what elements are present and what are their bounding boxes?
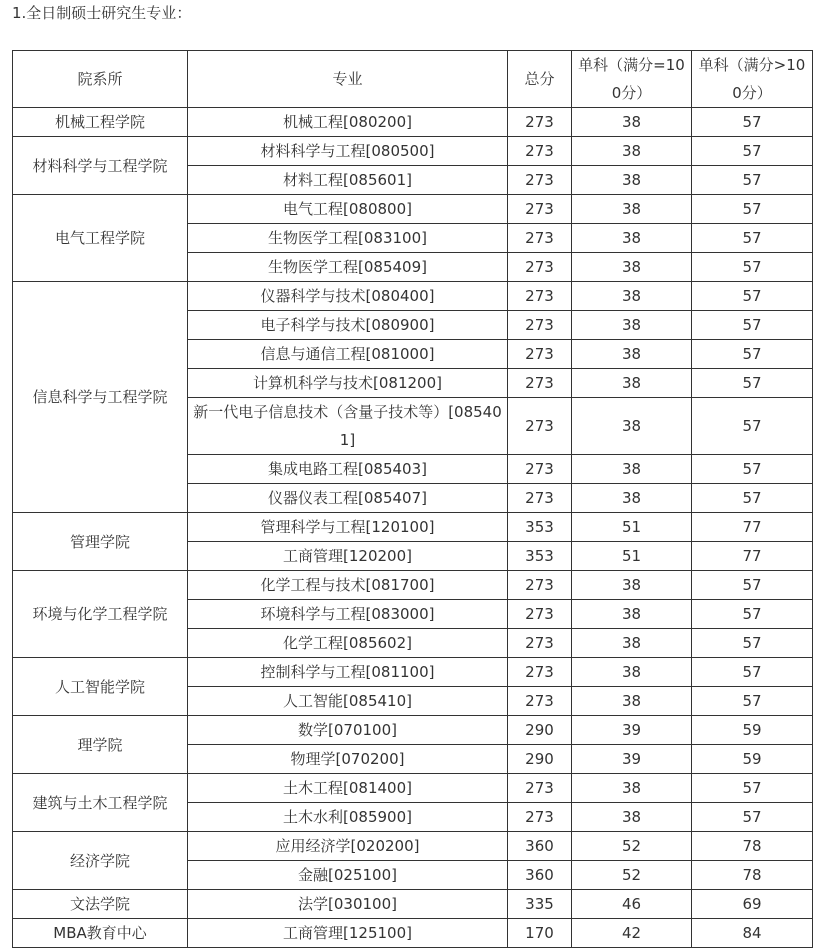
- department-cell: 机械工程学院: [13, 108, 188, 137]
- table-row: [13, 919, 813, 948]
- table-row: [13, 774, 813, 803]
- major-cell: 电子科学与技术[080900]: [188, 311, 508, 340]
- table-row: [13, 832, 813, 861]
- department-cell: 人工智能学院: [13, 658, 188, 716]
- total-score-cell: 273: [508, 137, 572, 166]
- total-score-cell: 353: [508, 542, 572, 571]
- header-department: 院系所: [13, 51, 188, 108]
- major-cell: 工商管理[125100]: [188, 919, 508, 948]
- table-row: [13, 571, 813, 600]
- total-score-cell: 335: [508, 890, 572, 919]
- single-100-cell: 38: [572, 629, 692, 658]
- total-score-cell: 273: [508, 108, 572, 137]
- section-heading: 1.全日制硕士研究生专业：: [12, 4, 192, 22]
- single-over-100-cell: 57: [692, 658, 813, 687]
- department-cell: 经济学院: [13, 832, 188, 890]
- single-over-100-cell: 84: [692, 919, 813, 948]
- department-cell: 文法学院: [13, 890, 188, 919]
- major-cell: 环境科学与工程[083000]: [188, 600, 508, 629]
- single-100-cell: 38: [572, 311, 692, 340]
- single-100-cell: 38: [572, 600, 692, 629]
- total-score-cell: 290: [508, 745, 572, 774]
- total-score-cell: 273: [508, 195, 572, 224]
- score-table: [12, 50, 813, 948]
- table-row: [13, 716, 813, 745]
- major-cell: 机械工程[080200]: [188, 108, 508, 137]
- total-score-cell: 273: [508, 340, 572, 369]
- single-100-cell: 51: [572, 542, 692, 571]
- single-over-100-cell: 77: [692, 513, 813, 542]
- total-score-cell: 273: [508, 600, 572, 629]
- total-score-cell: 273: [508, 774, 572, 803]
- total-score-cell: 273: [508, 455, 572, 484]
- department-cell: MBA教育中心: [13, 919, 188, 948]
- single-over-100-cell: 78: [692, 861, 813, 890]
- department-cell: 建筑与土木工程学院: [13, 774, 188, 832]
- total-score-cell: 273: [508, 282, 572, 311]
- table-body: [13, 108, 813, 948]
- total-score-cell: 273: [508, 224, 572, 253]
- major-cell: 化学工程与技术[081700]: [188, 571, 508, 600]
- single-over-100-cell: 57: [692, 369, 813, 398]
- major-cell: 集成电路工程[085403]: [188, 455, 508, 484]
- department-cell: 管理学院: [13, 513, 188, 571]
- total-score-cell: 170: [508, 919, 572, 948]
- total-score-cell: 273: [508, 166, 572, 195]
- major-cell: 新一代电子信息技术（含量子技术等）[085401]: [188, 398, 508, 455]
- single-100-cell: 38: [572, 166, 692, 195]
- department-cell: 理学院: [13, 716, 188, 774]
- header-single-over-100: 单科（满分>100分）: [692, 51, 813, 108]
- single-100-cell: 38: [572, 455, 692, 484]
- single-over-100-cell: 57: [692, 629, 813, 658]
- major-cell: 信息与通信工程[081000]: [188, 340, 508, 369]
- single-over-100-cell: 59: [692, 745, 813, 774]
- header-total: 总分: [508, 51, 572, 108]
- single-100-cell: 46: [572, 890, 692, 919]
- major-cell: 物理学[070200]: [188, 745, 508, 774]
- header-major: 专业: [188, 51, 508, 108]
- single-over-100-cell: 57: [692, 600, 813, 629]
- single-100-cell: 38: [572, 484, 692, 513]
- department-cell: 材料科学与工程学院: [13, 137, 188, 195]
- single-100-cell: 38: [572, 369, 692, 398]
- table-row: [13, 658, 813, 687]
- single-over-100-cell: 59: [692, 716, 813, 745]
- single-over-100-cell: 57: [692, 774, 813, 803]
- table-row: [13, 195, 813, 224]
- single-over-100-cell: 57: [692, 311, 813, 340]
- total-score-cell: 273: [508, 629, 572, 658]
- major-cell: 材料工程[085601]: [188, 166, 508, 195]
- total-score-cell: 273: [508, 398, 572, 455]
- single-over-100-cell: 57: [692, 224, 813, 253]
- single-100-cell: 39: [572, 716, 692, 745]
- table-row: [13, 282, 813, 311]
- major-cell: 工商管理[120200]: [188, 542, 508, 571]
- major-cell: 金融[025100]: [188, 861, 508, 890]
- total-score-cell: 273: [508, 658, 572, 687]
- major-cell: 仪器科学与技术[080400]: [188, 282, 508, 311]
- single-over-100-cell: 77: [692, 542, 813, 571]
- single-over-100-cell: 57: [692, 455, 813, 484]
- department-cell: 信息科学与工程学院: [13, 282, 188, 513]
- single-100-cell: 38: [572, 398, 692, 455]
- single-over-100-cell: 57: [692, 108, 813, 137]
- major-cell: 电气工程[080800]: [188, 195, 508, 224]
- single-100-cell: 38: [572, 658, 692, 687]
- single-100-cell: 38: [572, 224, 692, 253]
- single-100-cell: 38: [572, 195, 692, 224]
- single-100-cell: 38: [572, 803, 692, 832]
- major-cell: 化学工程[085602]: [188, 629, 508, 658]
- table-row: [13, 108, 813, 137]
- single-over-100-cell: 57: [692, 398, 813, 455]
- single-over-100-cell: 57: [692, 166, 813, 195]
- single-over-100-cell: 57: [692, 484, 813, 513]
- single-100-cell: 38: [572, 108, 692, 137]
- total-score-cell: 360: [508, 832, 572, 861]
- single-100-cell: 51: [572, 513, 692, 542]
- single-over-100-cell: 69: [692, 890, 813, 919]
- total-score-cell: 273: [508, 571, 572, 600]
- total-score-cell: 273: [508, 803, 572, 832]
- major-cell: 生物医学工程[083100]: [188, 224, 508, 253]
- single-100-cell: 38: [572, 340, 692, 369]
- single-100-cell: 38: [572, 282, 692, 311]
- single-100-cell: 42: [572, 919, 692, 948]
- single-100-cell: 38: [572, 774, 692, 803]
- total-score-cell: 273: [508, 369, 572, 398]
- single-100-cell: 38: [572, 687, 692, 716]
- single-100-cell: 52: [572, 832, 692, 861]
- single-over-100-cell: 57: [692, 571, 813, 600]
- single-100-cell: 38: [572, 253, 692, 282]
- major-cell: 土木工程[081400]: [188, 774, 508, 803]
- department-cell: 环境与化学工程学院: [13, 571, 188, 658]
- single-over-100-cell: 57: [692, 282, 813, 311]
- table-header-row: [13, 51, 813, 108]
- single-over-100-cell: 57: [692, 195, 813, 224]
- major-cell: 材料科学与工程[080500]: [188, 137, 508, 166]
- single-over-100-cell: 57: [692, 253, 813, 282]
- single-over-100-cell: 57: [692, 137, 813, 166]
- major-cell: 控制科学与工程[081100]: [188, 658, 508, 687]
- total-score-cell: 273: [508, 687, 572, 716]
- single-over-100-cell: 78: [692, 832, 813, 861]
- single-100-cell: 38: [572, 571, 692, 600]
- total-score-cell: 290: [508, 716, 572, 745]
- single-100-cell: 38: [572, 137, 692, 166]
- header-single-100: 单科（满分=100分）: [572, 51, 692, 108]
- total-score-cell: 273: [508, 311, 572, 340]
- total-score-cell: 360: [508, 861, 572, 890]
- single-100-cell: 52: [572, 861, 692, 890]
- major-cell: 仪器仪表工程[085407]: [188, 484, 508, 513]
- single-over-100-cell: 57: [692, 340, 813, 369]
- single-over-100-cell: 57: [692, 803, 813, 832]
- major-cell: 人工智能[085410]: [188, 687, 508, 716]
- single-100-cell: 39: [572, 745, 692, 774]
- total-score-cell: 273: [508, 253, 572, 282]
- department-cell: 电气工程学院: [13, 195, 188, 282]
- major-cell: 数学[070100]: [188, 716, 508, 745]
- major-cell: 生物医学工程[085409]: [188, 253, 508, 282]
- total-score-cell: 273: [508, 484, 572, 513]
- major-cell: 计算机科学与技术[081200]: [188, 369, 508, 398]
- major-cell: 应用经济学[020200]: [188, 832, 508, 861]
- single-over-100-cell: 57: [692, 687, 813, 716]
- total-score-cell: 353: [508, 513, 572, 542]
- major-cell: 土木水利[085900]: [188, 803, 508, 832]
- table-row: [13, 890, 813, 919]
- major-cell: 管理科学与工程[120100]: [188, 513, 508, 542]
- major-cell: 法学[030100]: [188, 890, 508, 919]
- table-row: [13, 513, 813, 542]
- table-row: [13, 137, 813, 166]
